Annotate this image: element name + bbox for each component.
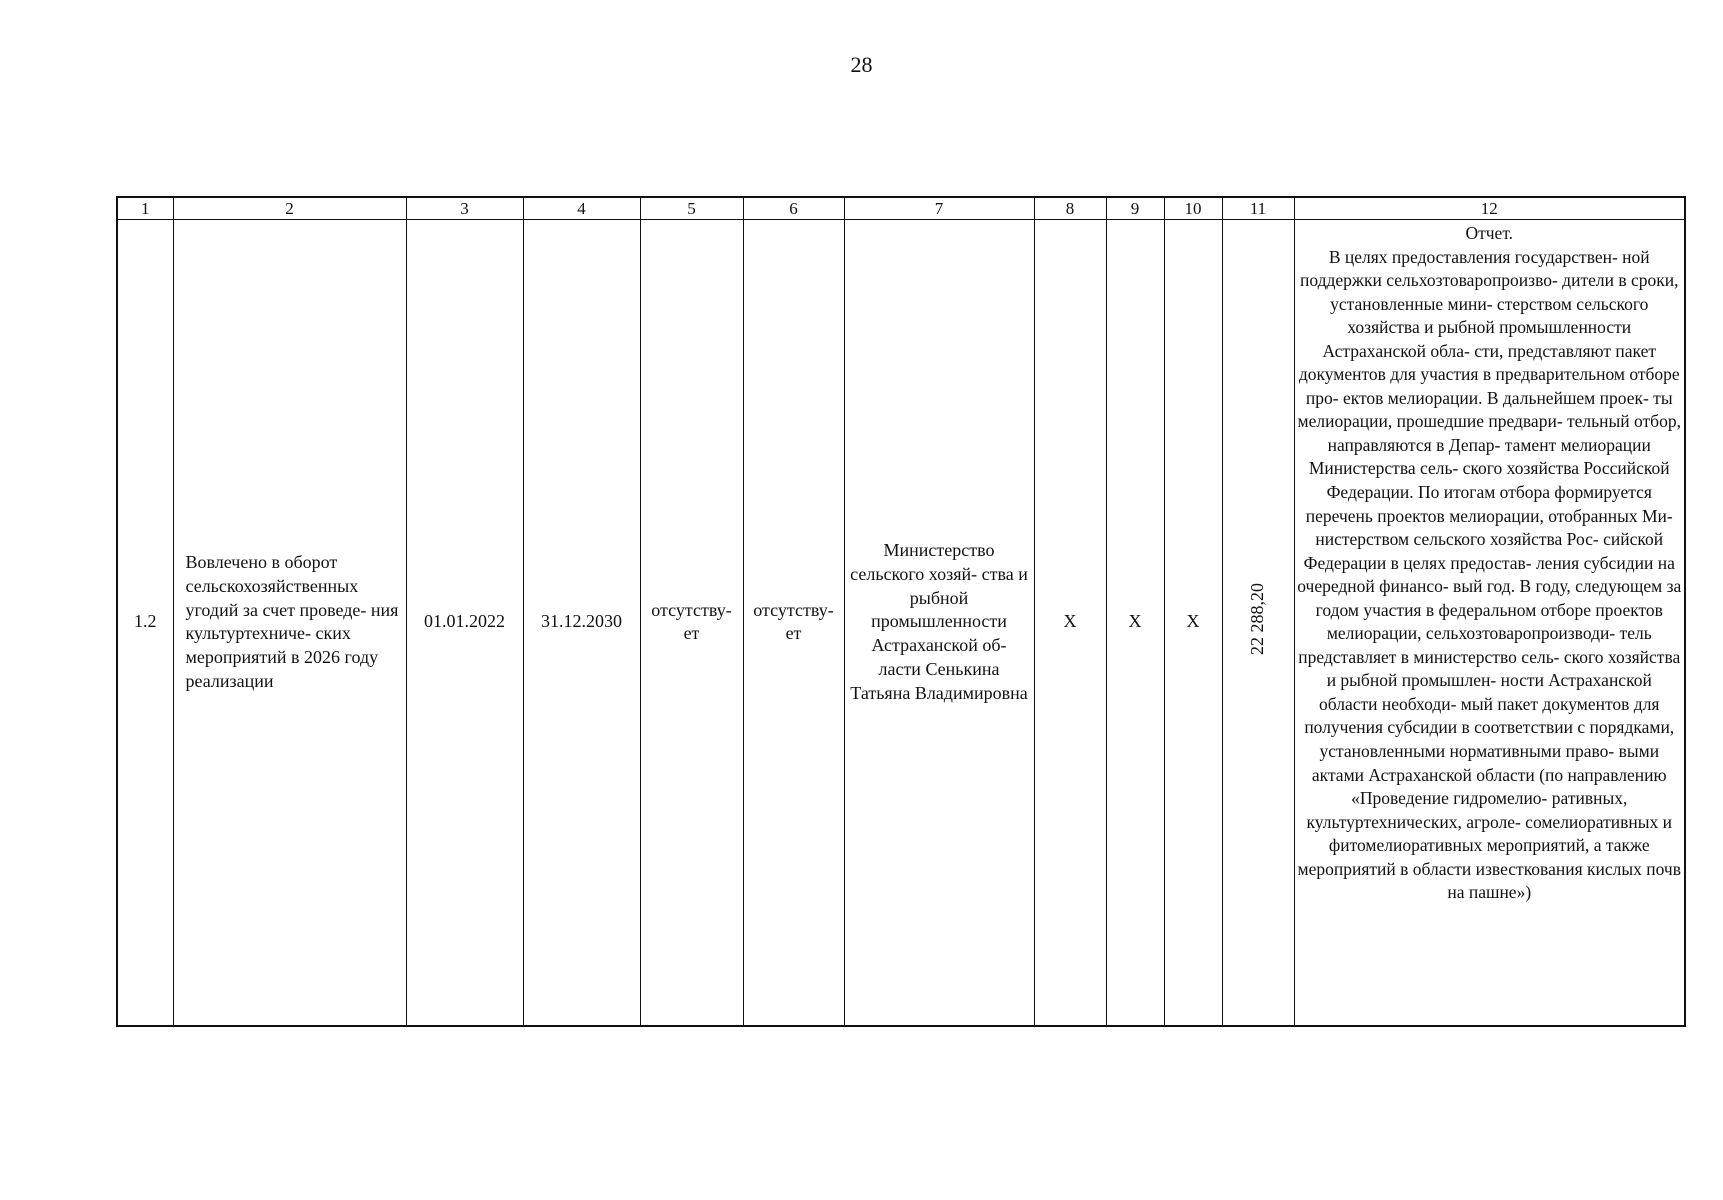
header-col-2: 2 — [173, 197, 406, 220]
header-col-5: 5 — [640, 197, 743, 220]
row-report — [1294, 220, 1685, 1026]
header-col-10: 10 — [1164, 197, 1222, 220]
header-col-11: 11 — [1222, 197, 1294, 220]
row-col-5: отсутству- ет — [640, 220, 743, 1026]
row-col-8: X — [1034, 220, 1106, 1026]
report-text: В целях предоставления государствен- ной поддержки сельхозтоваропроизво- дители в сроки, установленные мини- стерством сельского хозяйства и рыбной промышленности Астраханской обла- сти, представляют пакет документов для участия в предварительном отборе про- ектов мелиорации. В дальнейшем проек- ты мелиорации, прошедшие предвари- тельный отбор, направляются в Депар- тамент мелиорации Министерства сель- ского хозяйства Российской Федерации. По итогам отбора формируется перечень проектов мелиорации, отобранных Ми- нистерством сельского хозяйства Рос- сийской Федерации в целях предостав- ления субсидии на очередной финансо- вый год. В году, следующем за годом участия в федеральном отборе проектов мелиорации, сельхозтоваропроизводи- тель представляет в министерство сель- ского хозяйства и рыбной промышлен- ности Астраханской области необходи- мый пакет документов для получения субсидии в соответствии с порядками, установленными нормативными право- выми актами Астраханской области (по направлению «Проведение гидромелио- ративных, культуртехнических, агроле- сомелиоративных и фитомелиоративных мероприятий, а также мероприятий в области известкования кислых почв на пашне») — [1297, 246, 1682, 903]
row-col-9: X — [1106, 220, 1164, 1026]
header-col-4: 4 — [523, 197, 640, 220]
row-start-date: 01.01.2022 — [406, 220, 523, 1026]
row-number: 1.2 — [117, 220, 173, 1026]
header-col-9: 9 — [1106, 197, 1164, 220]
row-col-10: X — [1164, 220, 1222, 1026]
header-col-1: 1 — [117, 197, 173, 220]
report-title: Отчет. — [1465, 223, 1514, 243]
header-col-6: 6 — [743, 197, 844, 220]
row-amount-cell — [1222, 220, 1294, 1026]
header-col-8: 8 — [1034, 197, 1106, 220]
document-table — [116, 196, 1686, 1027]
header-row — [117, 197, 1685, 220]
row-responsible: Министерство сельского хозяй- ства и рыбной промышленности Астраханской об- ласти Сенькина Татьяна Владимировна — [844, 220, 1034, 1026]
row-end-date: 31.12.2030 — [523, 220, 640, 1026]
header-col-7: 7 — [844, 197, 1034, 220]
row-col-6: отсутству- ет — [743, 220, 844, 1026]
header-col-12: 12 — [1294, 197, 1685, 220]
table-row — [117, 220, 1685, 1026]
header-col-3: 3 — [406, 197, 523, 220]
row-amount: 22 288,20 — [1247, 582, 1268, 655]
page-number: 28 — [850, 52, 873, 77]
row-description: Вовлечено в оборот сельскохозяйственных угодий за счет проведе- ния культуртехниче- ских мероприятий в 2026 году реализации — [173, 220, 406, 1026]
